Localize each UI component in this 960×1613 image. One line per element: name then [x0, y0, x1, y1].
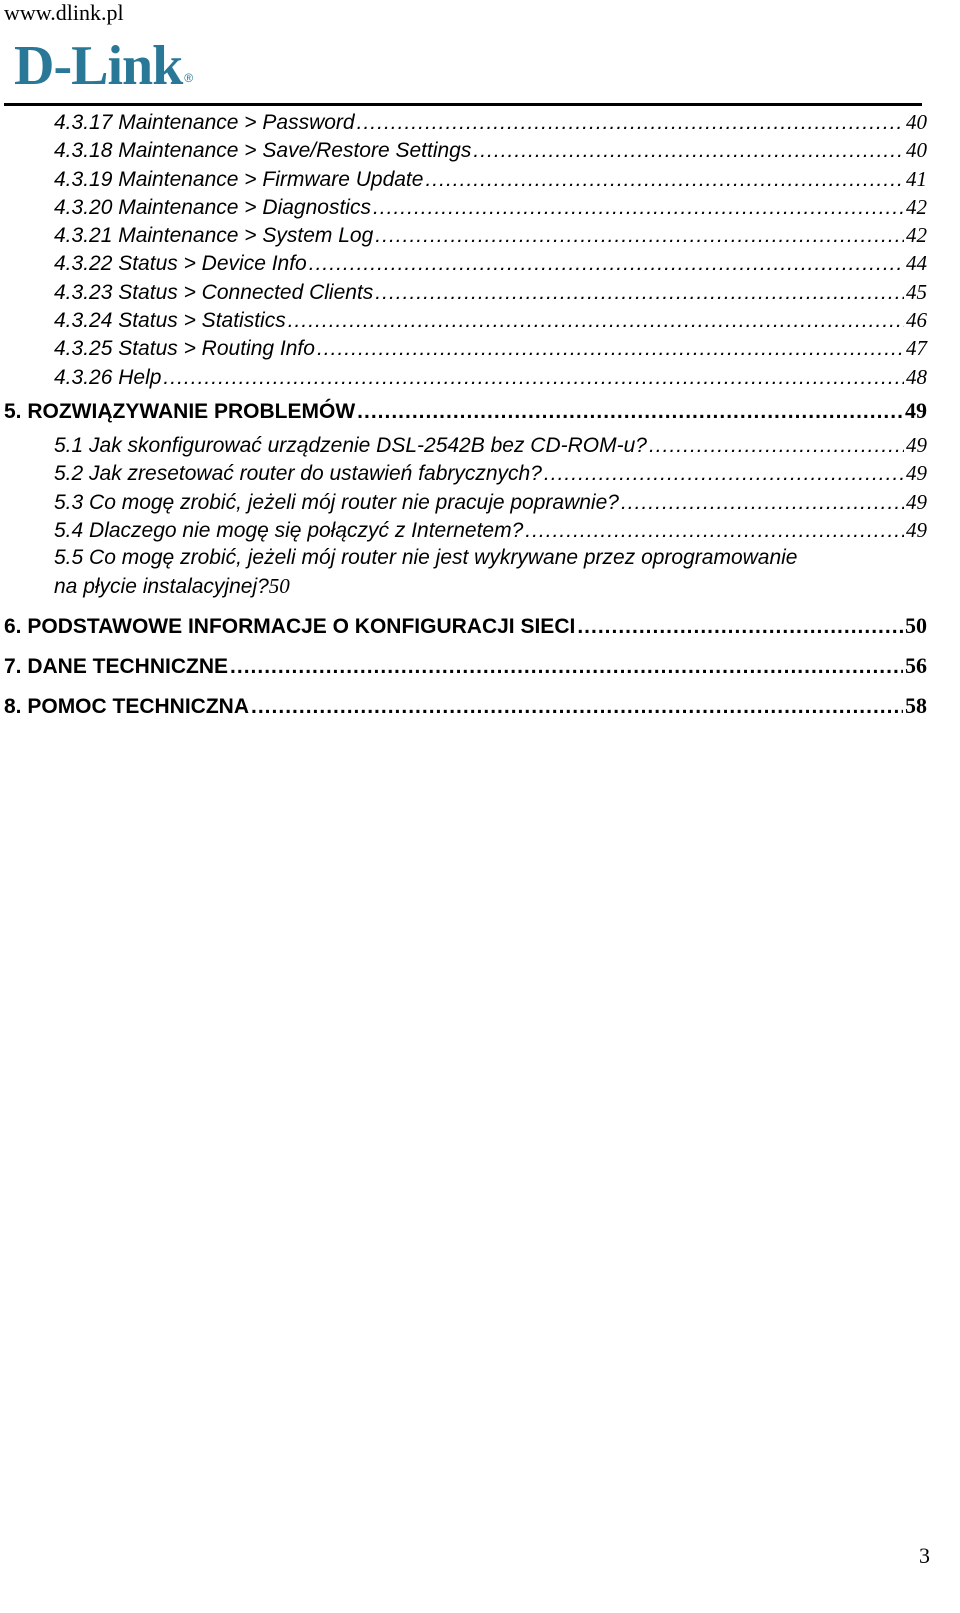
toc-entry-page: 49 — [906, 432, 927, 457]
dot-leader — [425, 166, 904, 194]
header-rule — [4, 103, 922, 106]
toc-entry[interactable] — [0, 221, 927, 249]
toc-chapter-5[interactable] — [0, 397, 927, 431]
toc-entry[interactable] — [0, 193, 927, 221]
toc-entry[interactable] — [0, 459, 927, 487]
dot-leader — [621, 489, 904, 517]
toc-entry-page: 48 — [906, 364, 927, 389]
toc-entry-page: 42 — [906, 223, 927, 248]
dot-leader — [317, 335, 904, 363]
toc-entry[interactable] — [0, 249, 927, 277]
toc-entry-5-5[interactable] — [0, 544, 927, 602]
toc-entry-page: 44 — [906, 251, 927, 276]
dot-leader — [251, 693, 903, 721]
dot-leader — [544, 460, 904, 488]
toc-chapter-title: 6. PODSTAWOWE INFORMACJE O KONFIGURACJI SIECI — [4, 614, 576, 638]
dot-leader — [373, 194, 904, 222]
toc-entry-title: 4.3.20 Maintenance > Diagnostics — [54, 195, 371, 219]
toc-entry-title: 5.1 Jak skonfigurować urządzenie DSL-2542B bez CD-ROM-u? — [54, 433, 647, 457]
toc-entry-title: 4.3.21 Maintenance > System Log — [54, 224, 374, 248]
toc-chapter-page: 56 — [905, 652, 927, 678]
toc-chapter-title: 8. POMOC TECHNICZNA — [4, 694, 250, 718]
toc-entry-title: 4.3.18 Maintenance > Save/Restore Settings — [54, 139, 472, 163]
toc-entry-page: 49 — [906, 461, 927, 486]
toc-entry-title: 5.3 Co mogę zrobić, jeżeli mój router nie pracuje poprawnie? — [54, 490, 619, 514]
toc-entry-title: 4.3.23 Status > Connected Clients — [54, 280, 374, 304]
toc-entry[interactable] — [0, 431, 927, 459]
dot-leader — [577, 613, 903, 641]
toc-entry[interactable] — [0, 516, 927, 544]
toc-entry-page: 42 — [906, 194, 927, 219]
toc-entry-page: 46 — [906, 308, 927, 333]
toc-entry[interactable] — [0, 488, 927, 516]
toc-entry-page: 50 — [268, 574, 290, 599]
toc-entry[interactable] — [0, 363, 927, 391]
toc-entry[interactable] — [0, 165, 927, 193]
toc-entry-title: 4.3.22 Status > Device Info — [54, 252, 307, 276]
toc-entry-page: 49 — [906, 489, 927, 514]
toc-entry-title: 5.4 Dlaczego nie mogę się połączyć z Internetem? — [54, 518, 524, 542]
dot-leader — [230, 653, 903, 681]
dot-leader — [375, 222, 904, 250]
page-number: 3 — [919, 1543, 930, 1568]
toc-entry-page: 41 — [906, 166, 927, 191]
toc-chapter-title: 5. ROZWIĄZYWANIE PROBLEMÓW — [4, 399, 356, 423]
toc-entry-title: 4.3.17 Maintenance > Password — [54, 111, 355, 134]
toc-chapter-6[interactable] — [0, 612, 927, 652]
toc-entry[interactable] — [0, 108, 927, 136]
toc-chapter-page: 50 — [905, 612, 927, 638]
toc-entry-second-line — [54, 572, 927, 601]
dot-leader — [357, 109, 904, 137]
toc-entry[interactable] — [0, 334, 927, 362]
toc-chapter-8[interactable] — [0, 692, 927, 732]
toc-chapter-title: 7. DANE TECHNICZNE — [4, 654, 229, 678]
toc-chapter-page: 58 — [905, 692, 927, 718]
dot-leader — [288, 307, 904, 335]
toc-entry[interactable] — [0, 306, 927, 334]
toc-entry-title: 4.3.26 Help — [54, 365, 162, 389]
dlink-logo — [14, 35, 193, 97]
toc-entry-title: 4.3.19 Maintenance > Firmware Update — [54, 167, 424, 191]
logo-text: D-Link — [14, 35, 183, 97]
dot-leader — [309, 250, 904, 278]
toc-entry-title: 4.3.24 Status > Statistics — [54, 309, 286, 333]
toc-entry[interactable] — [0, 278, 927, 306]
dot-leader — [375, 279, 904, 307]
toc-entry-title-line2: na płycie instalacyjnej? — [54, 575, 269, 599]
toc-entry-page: 47 — [906, 336, 927, 361]
table-of-contents — [0, 108, 960, 732]
dot-leader — [649, 432, 904, 460]
toc-chapter-page: 49 — [905, 397, 927, 423]
toc-entry-page: 40 — [906, 110, 927, 134]
toc-entry-title: 5.2 Jak zresetować router do ustawień fabrycznych? — [54, 462, 542, 486]
dot-leader — [163, 364, 904, 392]
toc-chapter-7[interactable] — [0, 652, 927, 692]
dot-leader — [525, 517, 904, 545]
site-url: www.dlink.pl — [4, 0, 124, 25]
toc-entry-page: 49 — [906, 517, 927, 542]
toc-entry-title-line1: 5.5 Co mogę zrobić, jeżeli mój router nie jest wykrywane przez oprogramowanie — [54, 546, 798, 570]
toc-entry-page: 40 — [906, 138, 927, 163]
dot-leader — [473, 137, 904, 165]
registered-mark: ® — [184, 71, 193, 85]
dot-leader — [357, 398, 903, 426]
toc-entry[interactable] — [0, 136, 927, 164]
toc-entry-title: 4.3.25 Status > Routing Info — [54, 337, 315, 361]
toc-entry-page: 45 — [906, 279, 927, 304]
